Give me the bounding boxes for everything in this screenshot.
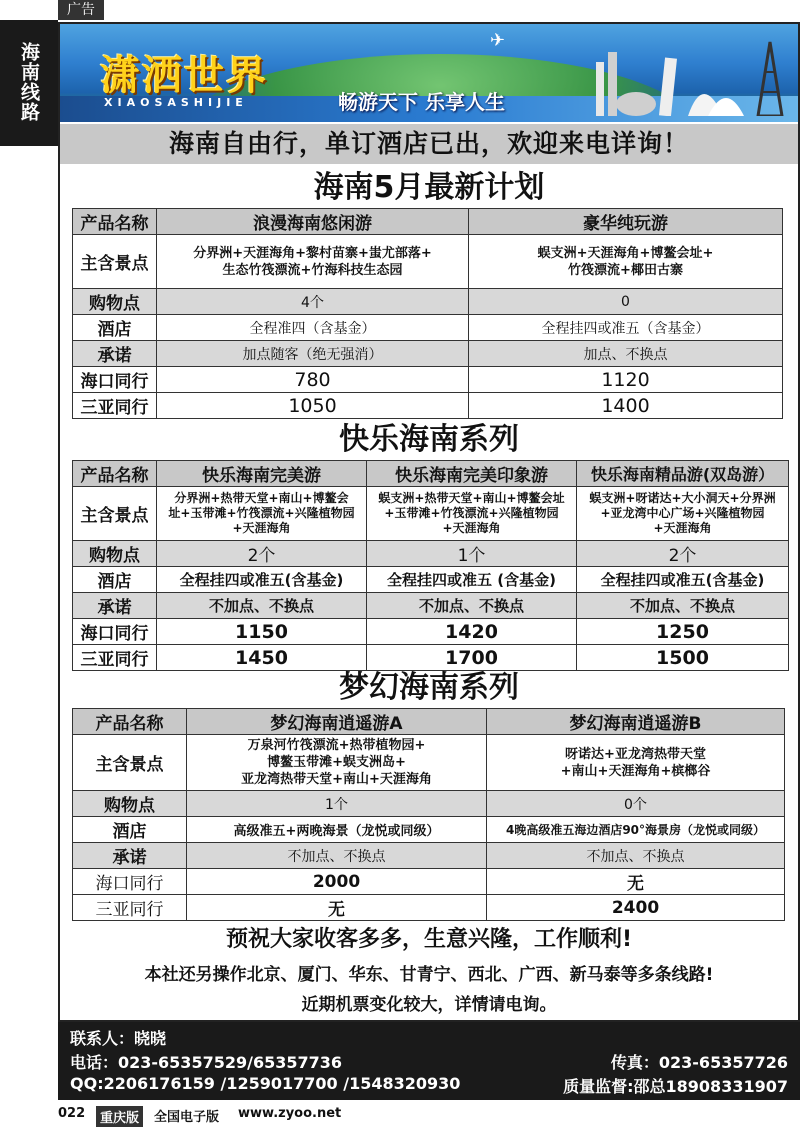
product-name: 快乐海南完美游: [157, 461, 367, 487]
sanya-price: 1700: [367, 645, 577, 671]
qq-numbers: QQ:2206176159 /1259017700 /1548320930: [70, 1074, 461, 1093]
page-footer: [58, 1104, 800, 1128]
sanya-price: 1050: [157, 393, 469, 419]
fax-number: 传真：023-65357726: [610, 1053, 788, 1072]
table-row: [73, 791, 785, 817]
haikou-price: 1120: [469, 367, 783, 393]
product-name: 快乐海南完美印象游: [367, 461, 577, 487]
hotel-cell: 4晚高级准五海边酒店90°海景房（龙悦或同级）: [487, 817, 785, 843]
row-label-shopping: 购物点: [73, 289, 157, 315]
table-row: [73, 593, 789, 619]
sanya-price: 1450: [157, 645, 367, 671]
other-routes-note: 本社还另操作北京、厦门、华东、甘青宁、西北、广西、新马泰等多条线路!: [144, 965, 714, 985]
site-link[interactable]: www.zyoo.net: [238, 1106, 342, 1121]
brand-slogan: 畅游天下 乐享人生: [338, 90, 505, 114]
haikou-price: 1420: [367, 619, 577, 645]
table-row: [73, 461, 789, 487]
row-label-hotel: 酒店: [73, 567, 157, 593]
product-name: 快乐海南精品游(双岛游）: [577, 461, 789, 487]
row-label-promise: 承诺: [73, 593, 157, 619]
shopping-cell: 1个: [367, 541, 577, 567]
landmarks-icon: [588, 32, 788, 116]
brand-banner: [60, 24, 798, 122]
table-row: [73, 817, 785, 843]
hotel-cell: 全程挂四或准五(含基金): [577, 567, 789, 593]
table-row: [73, 487, 789, 541]
table-row: [73, 869, 785, 895]
shopping-cell: 0: [469, 289, 783, 315]
spots-cell: 分界洲+天涯海角+黎村苗寨+蚩尤部落+ 生态竹筏漂流+竹海科技生态园: [157, 235, 469, 289]
quality-supervision: 质量监督:邵总18908331907: [563, 1077, 788, 1096]
table-row: [73, 709, 785, 735]
haikou-price: 1250: [577, 619, 789, 645]
table-row: [73, 289, 783, 315]
contact-footer: [58, 1022, 800, 1100]
table-row: [73, 315, 783, 341]
spots-cell: 呀诺达+亚龙湾热带天堂 +南山+天涯海角+槟榔谷: [487, 735, 785, 791]
shopping-cell: 4个: [157, 289, 469, 315]
shopping-cell: 2个: [157, 541, 367, 567]
national-edition: 全国电子版: [154, 1110, 220, 1125]
product-name: 豪华纯玩游: [469, 209, 783, 235]
edition-badge: 重庆版: [96, 1106, 143, 1127]
ticket-price-note: 近期机票变化较大，详情请电询。: [301, 995, 557, 1015]
section-3-table: [72, 708, 785, 921]
row-label-product: 产品名称: [73, 709, 187, 735]
hotel-cell: 全程准四（含基金）: [157, 315, 469, 341]
promise-cell: 加点随客（绝无强消）: [157, 341, 469, 367]
promise-cell: 不加点、不换点: [577, 593, 789, 619]
hotel-cell: 全程挂四或准五 (含基金): [367, 567, 577, 593]
promise-cell: 加点、不换点: [469, 341, 783, 367]
hotel-cell: 全程挂四或准五（含基金）: [469, 315, 783, 341]
table-row: [73, 735, 785, 791]
table-row: [73, 843, 785, 869]
section-1-title: 海南5月最新计划: [313, 170, 545, 205]
shopping-cell: 1个: [187, 791, 487, 817]
shopping-cell: 0个: [487, 791, 785, 817]
row-label-hotel: 酒店: [73, 315, 157, 341]
haikou-price: 1150: [157, 619, 367, 645]
row-label-hotel: 酒店: [73, 817, 187, 843]
row-label-promise: 承诺: [73, 843, 187, 869]
table-row: [73, 541, 789, 567]
row-label-spots: 主含景点: [73, 487, 157, 541]
airplane-icon: ✈: [490, 30, 506, 51]
shopping-cell: 2个: [577, 541, 789, 567]
brand-name: 潇洒世界: [100, 53, 268, 99]
table-row: [73, 367, 783, 393]
sanya-price: 无: [187, 895, 487, 921]
section-2-title: 快乐海南系列: [339, 422, 519, 457]
spots-cell: 蜈支洲+呀诺达+大小洞天+分界洲 +亚龙湾中心广场+兴隆植物园 +天涯海角: [577, 487, 789, 541]
table-row: [73, 341, 783, 367]
spots-cell: 蜈支洲+天涯海角+博鳌会址+ 竹筏漂流+椰田古寨: [469, 235, 783, 289]
contact-person: 联系人：晓晓: [70, 1029, 167, 1048]
promise-cell: 不加点、不换点: [487, 843, 785, 869]
hotel-cell: 全程挂四或准五(含基金): [157, 567, 367, 593]
promise-cell: 不加点、不换点: [367, 593, 577, 619]
product-name: 梦幻海南逍遥游A: [187, 709, 487, 735]
haikou-price: 无: [487, 869, 785, 895]
table-row: [73, 619, 789, 645]
haikou-price: 780: [157, 367, 469, 393]
row-label-product: 产品名称: [73, 461, 157, 487]
spots-cell: 万泉河竹筏漂流+热带植物园+ 博鳌玉带滩+蜈支洲岛+ 亚龙湾热带天堂+南山+天涯海角: [187, 735, 487, 791]
promise-cell: 不加点、不换点: [157, 593, 367, 619]
sanya-price: 1500: [577, 645, 789, 671]
phone-number[interactable]: 电话：023-65357529/65357736: [70, 1053, 343, 1072]
row-label-spots: 主含景点: [73, 235, 157, 289]
row-label-haikou: 海口同行: [73, 367, 157, 393]
table-row: [73, 393, 783, 419]
row-label-sanya: 三亚同行: [73, 895, 187, 921]
product-name: 梦幻海南逍遥游B: [487, 709, 785, 735]
row-label-shopping: 购物点: [73, 791, 187, 817]
row-label-sanya: 三亚同行: [73, 393, 157, 419]
greeting-message: 预祝大家收客多多，生意兴隆，工作顺利!: [225, 927, 633, 952]
sanya-price: 2400: [487, 895, 785, 921]
hotel-cell: 高级准五+两晚海景（龙悦或同级）: [187, 817, 487, 843]
spots-cell: 蜈支洲+热带天堂+南山+博鳌会址 +玉带滩+竹筏漂流+兴隆植物园 +天涯海角: [367, 487, 577, 541]
row-label-shopping: 购物点: [73, 541, 157, 567]
haikou-price: 2000: [187, 869, 487, 895]
row-label-promise: 承诺: [73, 341, 157, 367]
side-category-tab: 海南线路: [0, 20, 58, 144]
row-label-haikou: 海口同行: [73, 869, 187, 895]
free-travel-notice: 海南自由行，单订酒店已出，欢迎来电详询！: [60, 124, 798, 164]
row-label-spots: 主含景点: [73, 735, 187, 791]
brand-pinyin: XIAOSASHIJIE: [104, 96, 248, 109]
promise-cell: 不加点、不换点: [187, 843, 487, 869]
table-row: [73, 567, 789, 593]
table-row: [73, 895, 785, 921]
table-row: [73, 235, 783, 289]
side-tab-divider: [0, 144, 58, 146]
ad-label: 广告: [58, 0, 104, 20]
sanya-price: 1400: [469, 393, 783, 419]
table-row: [73, 209, 783, 235]
row-label-product: 产品名称: [73, 209, 157, 235]
section-2-table: [72, 460, 789, 671]
section-1-table: [72, 208, 783, 419]
spots-cell: 分界洲+热带天堂+南山+博鳌会 址+玉带滩+竹筏漂流+兴隆植物园 +天涯海角: [157, 487, 367, 541]
page-number: 022: [58, 1106, 86, 1121]
row-label-haikou: 海口同行: [73, 619, 157, 645]
section-3-title: 梦幻海南系列: [339, 670, 519, 705]
row-label-sanya: 三亚同行: [73, 645, 157, 671]
product-name: 浪漫海南悠闲游: [157, 209, 469, 235]
